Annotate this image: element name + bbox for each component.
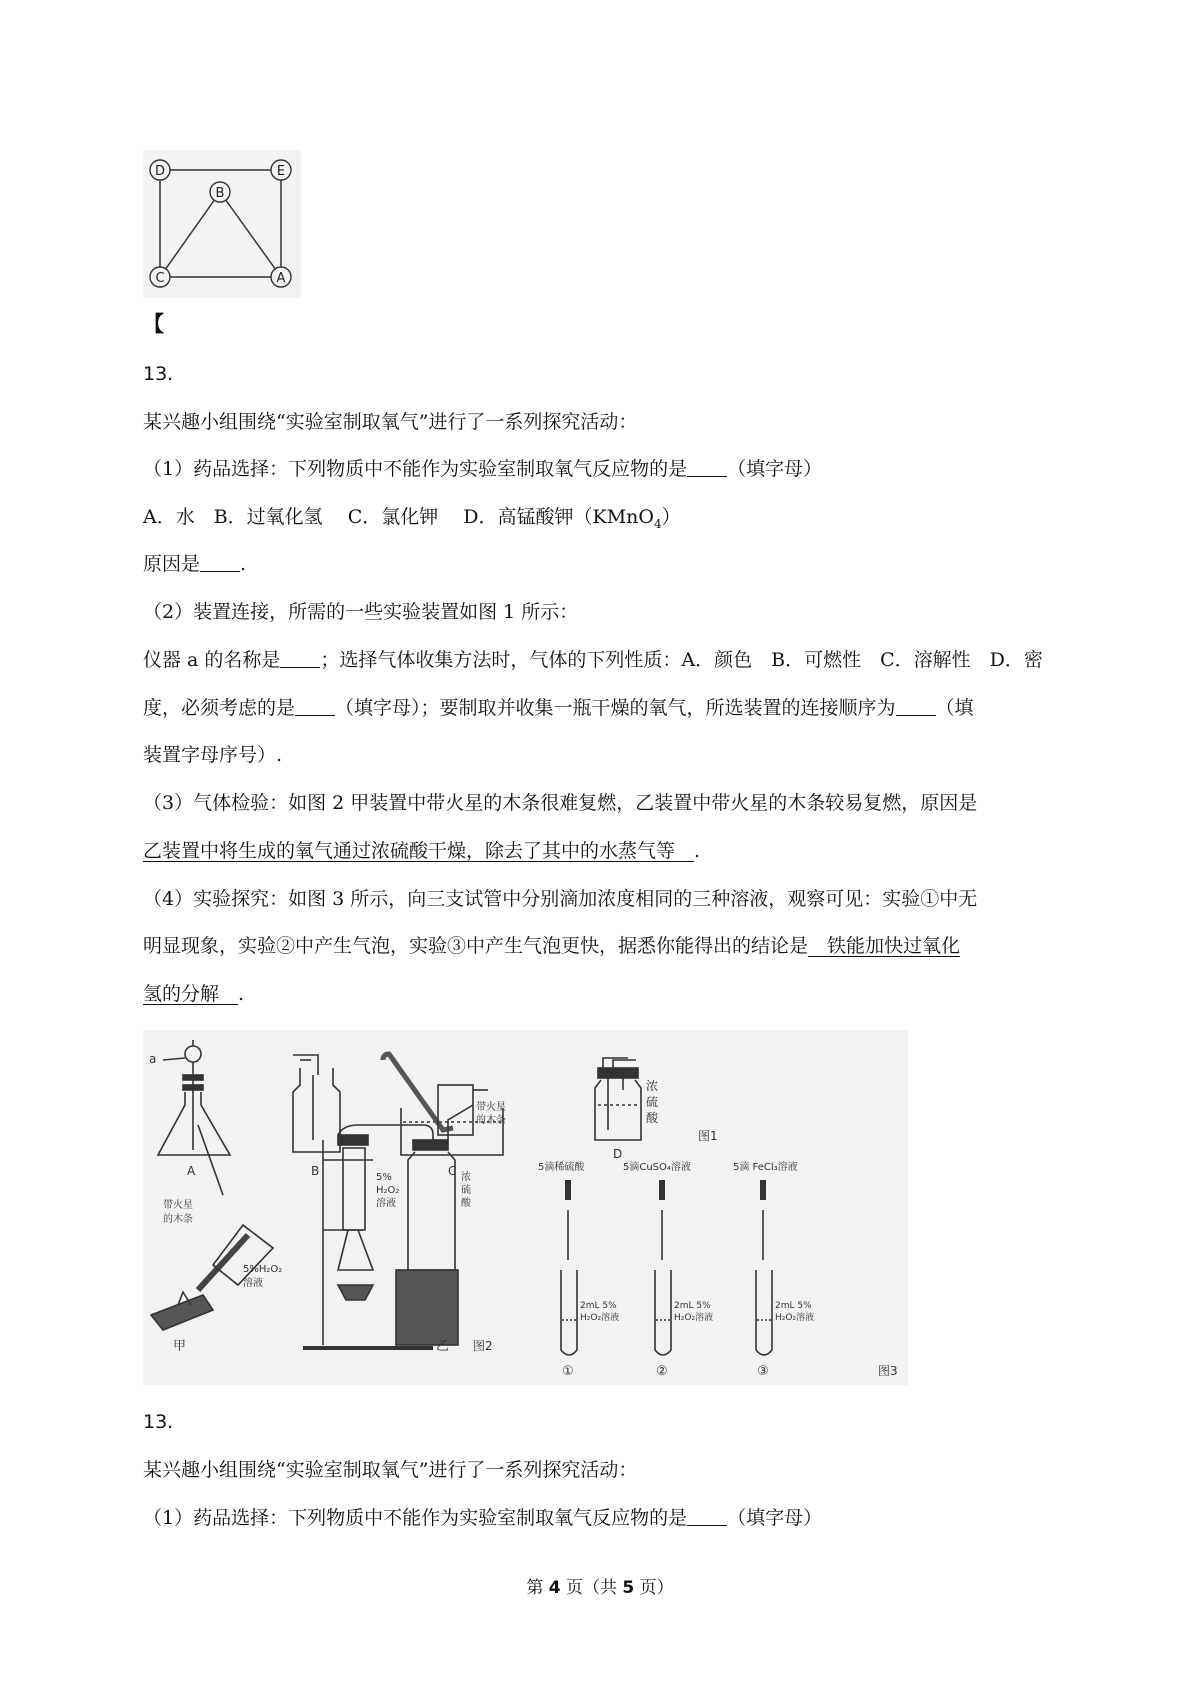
options-subscript: 4 [654, 516, 662, 531]
tube-side-3b: H₂O₂溶液 [775, 1313, 815, 1323]
tube-side-3a: 2mL 5% [775, 1301, 812, 1311]
graph-node-a [271, 267, 291, 287]
options-end: ） [661, 506, 681, 528]
question-intro: 某兴趣小组围绕“实验室制取氧气”进行了一系列探究活动： [143, 411, 638, 433]
answer-blank[interactable] [896, 697, 936, 716]
graph-node-c [150, 267, 170, 287]
tube-top-2: 5滴CuSO₄溶液 [623, 1162, 691, 1173]
part2-line-1 [143, 648, 1043, 672]
yi-label-6: 浓 [461, 1172, 471, 1183]
part2-line-3: 装置字母序号）. [143, 744, 283, 766]
part2-text-b: ；选择气体收集方法时，气体的下列性质：A．颜色 B．可燃性 C．溶解性 D．密 [320, 649, 1043, 671]
yi-label-8: 酸 [461, 1198, 471, 1209]
bracket-mark: 【 [143, 311, 164, 336]
part2-text-d: （填字母）；要制取并收集一瓶干燥的氧气，所选装置的连接顺序为 [335, 697, 896, 719]
fig1-caption: 图1 [698, 1129, 718, 1143]
part1-text: （1）药品选择：下列物质中不能作为实验室制取氧气反应物的是 [143, 458, 688, 480]
yi-label-4: 带火星 [476, 1102, 506, 1113]
yi-caption: 乙 [436, 1339, 450, 1354]
footer-total: 5 [622, 1578, 635, 1598]
tube-top-3: 5滴 FeCl₃溶液 [733, 1162, 798, 1173]
tube-side-1b: H₂O₂溶液 [580, 1313, 620, 1323]
part2-text-a: 仪器 a 的名称是 [143, 649, 281, 671]
part2-line: （2）装置连接，所需的一些实验装置如图 1 所示： [143, 601, 579, 623]
apparatus-figure [143, 1030, 908, 1385]
footer-mid: 页（共 [560, 1578, 623, 1598]
question-number-2: 13. [143, 1411, 174, 1433]
label-acid-2: 硫 [646, 1095, 659, 1109]
part3-answer: 乙装置中将生成的氧气通过浓硫酸干燥，除去了其中的水蒸气等 [143, 840, 695, 862]
answer-blank[interactable] [687, 1507, 727, 1526]
part4-line-3 [143, 982, 244, 1006]
part1-tail-2: （填字母） [727, 1507, 823, 1529]
svg-text:C: C [155, 271, 165, 286]
svg-text:A: A [276, 271, 286, 286]
part4-line-1: （4）实验探究：如图 3 所示，向三支试管中分别滴加浓度相同的三种溶液，观察可见：实验①中无 [143, 888, 978, 910]
part2-text-e: （填 [935, 697, 974, 719]
footer-page: 4 [548, 1578, 561, 1598]
yi-label-7: 硫 [461, 1185, 471, 1196]
node-graph-figure [143, 150, 301, 298]
svg-text:D: D [154, 164, 166, 179]
graph-node-d [150, 160, 170, 180]
answer-blank[interactable] [200, 553, 240, 572]
footer-pre: 第 [526, 1578, 549, 1598]
tube-num-1: ① [562, 1364, 574, 1379]
label-apparatus-d: D [613, 1147, 623, 1161]
reason-label: 原因是 [143, 553, 201, 575]
part1-text-2: （1）药品选择：下列物质中不能作为实验室制取氧气反应物的是 [143, 1507, 688, 1529]
jia-label-3: 5%H₂O₂ [243, 1264, 283, 1275]
answer-blank[interactable] [687, 458, 727, 477]
label-a: a [149, 1052, 157, 1066]
yi-label-5: 的木条 [476, 1115, 506, 1126]
part1-tail: （填字母） [727, 458, 823, 480]
part4-text: 明显现象，实验②中产生气泡，实验③中产生气泡更快，据悉你能得出的结论是 [143, 935, 809, 957]
part1-line [143, 457, 822, 481]
tube-side-2b: H₂O₂溶液 [674, 1313, 714, 1323]
tube-side-2a: 2mL 5% [674, 1301, 711, 1311]
yi-label-1: 5% [376, 1172, 392, 1183]
part3-line-2 [143, 839, 700, 863]
part4-line-2 [143, 934, 960, 958]
tube-top-1: 5滴稀硫酸 [538, 1162, 585, 1173]
label-apparatus-b: B [311, 1164, 320, 1178]
part4-end: . [238, 983, 245, 1005]
fig2-caption: 图2 [473, 1339, 493, 1353]
part3-line-1: （3）气体检验：如图 2 甲装置中带火星的木条很难复燃，乙装置中带火星的木条较易复燃，原因是 [143, 792, 978, 814]
part4-answer-2: 氢的分解 [143, 983, 239, 1005]
jia-label-2: 的木条 [163, 1214, 193, 1225]
tube-num-3: ③ [757, 1364, 769, 1379]
label-apparatus-a: A [187, 1164, 196, 1178]
reason-line [143, 552, 246, 576]
part2-text-c: 度，必须考虑的是 [143, 697, 296, 719]
label-acid-1: 浓 [646, 1079, 659, 1093]
jia-label-1: 带火星 [163, 1200, 193, 1211]
yi-label-2: H₂O₂ [376, 1185, 400, 1196]
graph-node-e [271, 160, 291, 180]
jia-label-4: 溶液 [243, 1278, 263, 1289]
reason-end: . [240, 553, 247, 575]
answer-blank[interactable] [295, 697, 335, 716]
svg-text:B: B [215, 186, 225, 201]
answer-blank[interactable] [280, 649, 320, 668]
part2-line-2 [143, 696, 974, 720]
tube-num-2: ② [656, 1364, 668, 1379]
tube-side-1a: 2mL 5% [580, 1301, 617, 1311]
graph-node-b [210, 182, 230, 202]
footer-post: 页） [634, 1578, 674, 1598]
svg-text:E: E [276, 164, 286, 179]
label-acid-3: 酸 [646, 1111, 659, 1125]
question-intro-2: 某兴趣小组围绕“实验室制取氧气”进行了一系列探究活动： [143, 1459, 638, 1481]
yi-label-3: 溶液 [376, 1198, 396, 1209]
page-footer [0, 1573, 1200, 1598]
part1-line-2 [143, 1506, 822, 1530]
jia-caption: 甲 [173, 1339, 187, 1354]
options-text: A．水 B．过氧化氢 C．氯化钾 D．高锰酸钾（KMnO [143, 506, 654, 528]
part4-answer-1: 铁能加快过氧化 [808, 935, 961, 957]
label-apparatus-c: C [448, 1164, 457, 1178]
part3-end: . [694, 840, 701, 862]
question-number: 13. [143, 363, 174, 385]
fig3-caption: 图3 [878, 1364, 898, 1378]
options-line [143, 505, 681, 536]
